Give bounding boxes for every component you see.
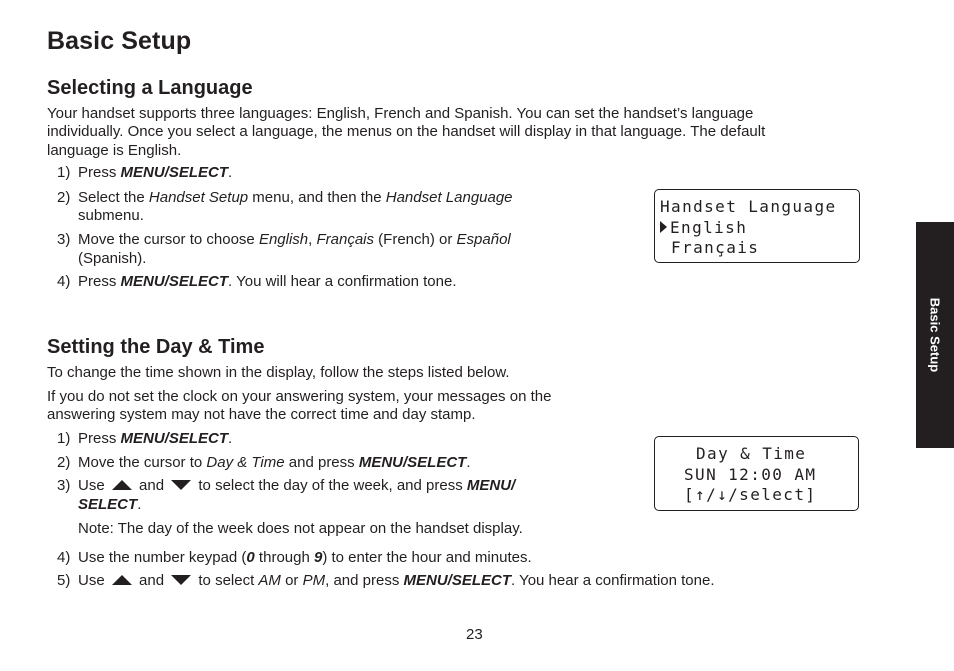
language-intro-line-1: Your handset supports three languages: English, French and Spanish. You can set the handset’s language — [47, 105, 754, 122]
lcd-line-title: Handset Language — [660, 197, 837, 216]
lcd-line-francais: Français — [660, 238, 760, 257]
side-tab-label: Basic Setup — [927, 297, 943, 373]
lcd-line-day-time: Day & Time — [696, 444, 807, 463]
day-time-intro-1: To change the time shown in the display, follow the steps listed below. — [47, 364, 510, 381]
page-number: 23 — [466, 626, 483, 643]
handset-language-display — [654, 189, 860, 263]
down-arrow-icon — [171, 480, 191, 490]
side-section-tab — [916, 222, 954, 448]
section-heading-language: Selecting a Language — [47, 77, 253, 99]
up-arrow-icon — [112, 480, 132, 490]
lcd-line-select-hint: [↑/↓/select] — [684, 485, 817, 504]
day-time-intro-2-line-2: answering system may not have the correct time and day stamp. — [47, 406, 476, 423]
day-time-note: Note: The day of the week does not appear on the handset display. — [78, 520, 523, 537]
language-step-2: 2) Select the Handset Setup menu, and then the Handset Language submenu. — [57, 189, 513, 224]
language-intro-line-2: individually. Once you select a language, the menus on the handset will display in that language. The default — [47, 123, 766, 140]
language-step-3: 3) Move the cursor to choose English, Français (French) or Español (Spanish). — [57, 231, 511, 267]
down-arrow-icon — [171, 575, 191, 585]
page-title: Basic Setup — [47, 27, 192, 55]
section-heading-day-time: Setting the Day & Time — [47, 336, 265, 358]
lcd-line-clock: SUN 12:00 AM — [684, 465, 817, 484]
language-intro-line-3: language is English. — [47, 142, 182, 159]
up-arrow-icon — [112, 575, 132, 585]
lcd-line-english: English — [670, 218, 748, 237]
day-time-step-3: 3) Use and to select the day of the week, and press MENU/ SELECT. — [57, 477, 516, 513]
day-time-intro-2-line-1: If you do not set the clock on your answering system, your messages on the — [47, 388, 552, 405]
day-time-display — [654, 436, 859, 511]
cursor-arrow-icon — [660, 221, 667, 233]
